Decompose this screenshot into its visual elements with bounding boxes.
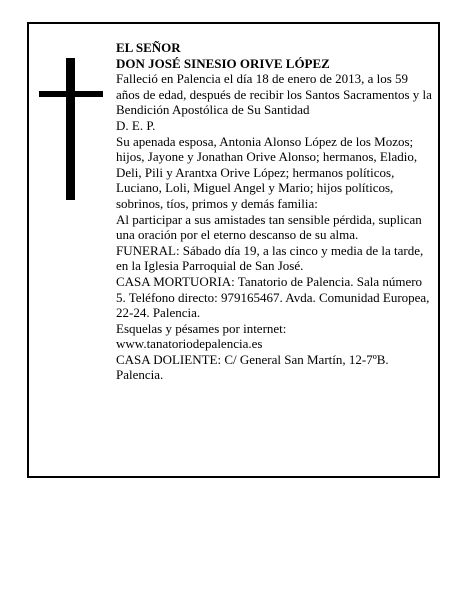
funeral-info: FUNERAL: Sábado día 19, a las cinco y media de la tarde, en la Iglesia Parroquial de San José. bbox=[116, 242, 424, 274]
dep-text: D. E. P. bbox=[116, 117, 156, 133]
notice-heading: EL SEÑOR bbox=[116, 40, 181, 55]
cross-horizontal-bar bbox=[39, 91, 103, 97]
family-paragraph: Su apenada esposa, Antonia Alonso López de los Mozos; hijos, Jayone y Jonathan Orive Alonso; hermanos, Eladio, Deli, Pili y Arantxa Orive López; hermanos políticos, Luciano, Loli, Miguel Angel y Mario; hijos políticos, sobrinos, tíos, primos y demás familia: bbox=[116, 133, 418, 211]
prayer-request: Al participar a sus amistades tan sensible pérdida, suplican una oración por el eterno descanso de su alma. bbox=[116, 211, 422, 243]
obituary-notice bbox=[27, 22, 440, 478]
online-condolences-label: Esquelas y pésames por internet: bbox=[116, 320, 287, 336]
home-address: CASA DOLIENTE: C/ General San Martín, 12-7ºB. Palencia. bbox=[116, 351, 389, 383]
death-statement: Falleció en Palencia el día 18 de enero de 2013, a los 59 años de edad, después de recibir los Santos Sacramentos y la Bendición Apostólica de Su Santidad bbox=[116, 71, 432, 118]
notice-body bbox=[116, 40, 434, 383]
cross-vertical-bar bbox=[66, 58, 75, 200]
latin-cross-icon bbox=[39, 58, 103, 200]
website-link: www.tanatoriodepalencia.es bbox=[116, 336, 263, 352]
mortuary-info: CASA MORTUORIA: Tanatorio de Palencia. Sala número 5. Teléfono directo: 979165467. Avda. Comunidad Europea, 22-24. Palencia. bbox=[116, 273, 430, 321]
deceased-name: DON JOSÉ SINESIO ORIVE LÓPEZ bbox=[116, 55, 330, 71]
